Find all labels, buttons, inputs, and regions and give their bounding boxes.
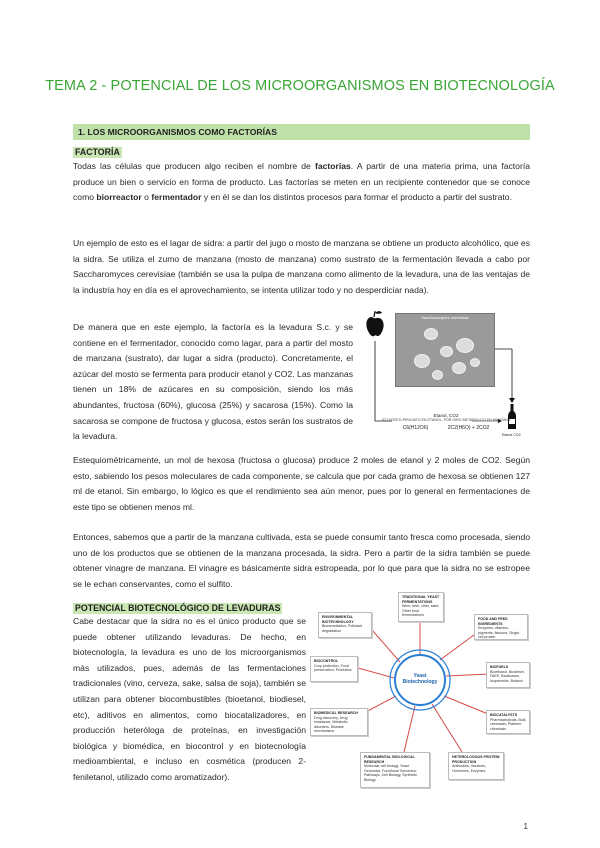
yeast-biotech-center: Yeast Biotechnology	[394, 654, 446, 706]
box-traditional-fermentations: TRADITIONAL YEAST FERMENTATIONS Wine, beer, cider, sake, Other food fermentations	[398, 592, 444, 622]
box-food-feed: FOOD AND FEED INGREDIENTS Enzymes, vitamins, pigments, flavours, Single-cell protein	[474, 614, 528, 640]
box-biocontrol: BIOCONTROL Crop protection, Food preservation, Probiotics	[310, 656, 358, 682]
box-biomedical-research: BIOMEDICAL RESEARCH Drug discovery, Drug resistance, Metabolic disorders, Disease mechanisms	[310, 708, 368, 736]
paragraph-3: De manera que en este ejemplo, la factoría es la levadura S.c. y se contiene en el fermentador, conocido como lagar, para a partir del mosto de manzana (sustrato), dar lugar a sidra (producto). Concretamente, el azúcar del mosto se fermenta para producir etanol y CO2. Las manzanas tienen un 18% de azúcares en su composición, siendo los más abundantes, fructosa (60%), glucosa (25%) y sacarosa (15%). Como la sacarosa se compone de fructosa y glucosa, estos serán los sustratos de la levadura.	[73, 322, 353, 442]
paragraph-6: Cabe destacar que la sidra no es el único producto que se puede obtener utilizando levaduras. De hecho, en biotecnología, la levadura es uno de los microorganismos más utilizados, pues, además de las fermentaciones tradicionales (vino, cerveza, sake, salsa de soja), también se utilizan para obtener biocombustibles (bioetanol, biodiesel, etc), aditivos en alimentos, como biocatalizadores, en producción heteróloga de proteínas, en investigación biológica y biomédica, en biocontrol y en biotecnología medioambiental, e incluso en cosmética (producen 2-feniletanol, utilizado como aromatizador).	[73, 616, 306, 782]
paragraph-1: Todas las células que producen algo reciben el nombre de factorías. A partir de una materia prima, una factoría produce un bien o servicio en forma de producto. Las factorías se meten en un recipiente contenedor que se conoce como biorreactor o fermentador y en él se dan los distintos procesos para formar el producto a partir del sustrato.	[73, 161, 530, 203]
page-title: TEMA 2 - POTENCIAL DE LOS MICROORGANISMOS EN BIOTECNOLOGÍA	[45, 78, 555, 94]
section-heading: 1. LOS MICROORGANISMOS COMO FACTORÍAS	[73, 124, 530, 140]
fermentation-diagram	[362, 303, 530, 441]
page-number: 1	[523, 822, 528, 831]
fermentation-equation: Etanol, CO2 2C2 FOSFO-PIRUVATO EN ETANOL, POR GIRO METABOLICO EN MANZANA C6(H12O6) 2C2(H6O) + 2CO2	[381, 413, 511, 431]
yeast-biotechnology-diagram	[310, 592, 530, 804]
yeast-micrograph: Saccharomyces cerevisiae	[395, 313, 495, 387]
factoria-heading: FACTORÍA	[75, 147, 120, 157]
box-biofuels: BIOFUELS Bioethanol, Biodiesel, FAEE, Bioalkanes, Isoprenoids, Butanol	[486, 662, 530, 688]
paragraph-5: Entonces, sabemos que a partir de la manzana cultivada, esta se puede consumir tanto fresca como procesada, siendo uno de los productos que se obtienen de la manzana procesada, la sidra. Pero a partir de la sidra también se puede obtener vinagre de manzana. El vinagre es básicamente sidra estropeada, por lo que para que la sidra no se estropee se le echan conservantes, como el sulfito.	[73, 532, 530, 589]
levaduras-heading: POTENCIAL BIOTECNOLÓGICO DE LEVADURAS	[75, 603, 281, 613]
box-environmental: ENVIRONMENTAL BIOTECHNOLOGY Bioremediation, Pollutant degradation	[318, 612, 372, 638]
paragraph-2: Un ejemplo de esto es el lagar de sidra: a partir del jugo o mosto de manzana se obtiene un producto alcohólico, que es la sidra. Se utiliza el zumo de manzana (mosto de manzana) como sustrato de la fermentación llevada a cabo por Saccharomyces cerevisiae (también se usa la pulpa de manzana como alimento de la levadura, una de las ventajas de la industria hoy en día es el aprovechamiento, se intenta utilizar todo y no desperdiciar nada).	[73, 238, 530, 295]
bottle-label: Etanol CO2	[502, 433, 521, 437]
box-biocatalysts: BIOCATALYSTS Pharmaceuticals, Bulk chemicals, Platform chemicals	[486, 710, 530, 734]
paragraph-4: Estequiométricamente, un mol de hexosa (fructosa o glucosa) produce 2 moles de etanol y 2 moles de CO2. Según esto, sabiendo los pesos moleculares de cada componente, se calcula que por cada gramo de hexosa se obtienen 127 ml de etanol. Sin embargo, lo lógico es que el rendimiento sea aún menor, pues por lo general en fermentaciones de este tipo se obtienen menos ml.	[73, 455, 530, 512]
box-heterologous-protein: HETEROLOGOUS PROTEIN PRODUCTION Antibodies, Vaccines, Hormones, Enzymes	[448, 752, 504, 780]
box-fundamental-research: FUNDAMENTAL BIOLOGICAL RESEARCH Molecular cell biology, Yeast Genomics, Functional Genomics, Pathways, Cell Biology, Synthetic Biology	[360, 752, 430, 788]
